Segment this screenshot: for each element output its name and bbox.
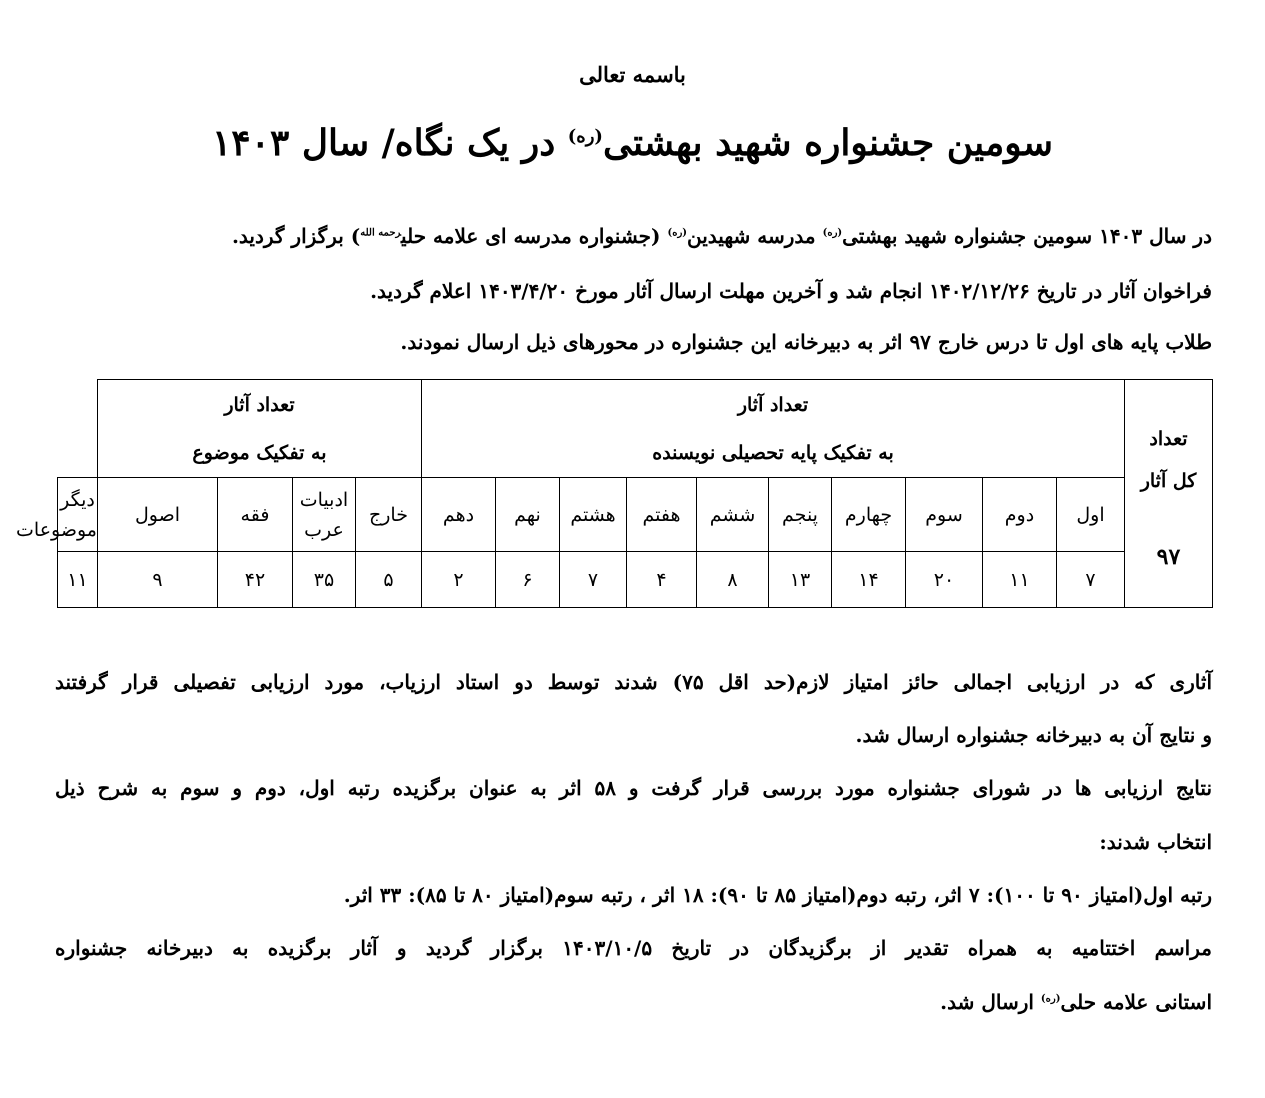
grade-label-7: هفتم	[627, 478, 697, 552]
subject-label-arabic-literature	[292, 478, 355, 552]
grade-label-2: دوم	[983, 478, 1057, 552]
grade-label-9: نهم	[496, 478, 560, 552]
ceremony-line-2	[55, 990, 1212, 1014]
title-honorific: (ره)	[567, 126, 603, 147]
grade-header-line2: به تفکیک پایه تحصیلی نویسنده	[652, 441, 894, 464]
subject-header-line1: تعداد آثار	[224, 393, 295, 416]
ceremony-honorific: (ره)	[1040, 993, 1061, 1005]
subject-value-arabic-literature: ۳۵	[292, 552, 355, 608]
results-line-2: و نتایج آن به دبیرخانه جشنواره ارسال شد.	[855, 723, 1212, 747]
total-works-header-line2: کل آثار	[1140, 469, 1197, 492]
title-text-part2: در یک نگاه/ سال ۱۴۰۳	[211, 122, 568, 164]
grade-value-5: ۱۳	[769, 552, 832, 608]
document-title	[0, 122, 1265, 164]
ceremony-line-2-part-b: ارسال شد.	[940, 990, 1041, 1014]
intro-honorific-1: (ره)	[822, 227, 843, 239]
subject-label-arabic-line2: عرب	[304, 518, 344, 541]
intro-line-1	[55, 224, 1212, 248]
grade-label-4: چهارم	[832, 478, 906, 552]
bismillah-heading: باسمه تعالی	[579, 62, 686, 87]
title-text-part1: سومین جشنواره شهید بهشتی	[602, 122, 1054, 164]
grade-label-10: دهم	[421, 478, 495, 552]
results-line-1: آثاری که در ارزیابی اجمالی حائز امتیاز لازم(حد اقل ۷۵) شدند توسط دو استاد ارزیاب، مورد ارزیابی تفصیلی قرار گرفتند	[55, 670, 1212, 694]
subject-label-other-line2: موضوعات	[16, 518, 97, 541]
intro-line-1-part-b: مدرسه شهیدین	[687, 224, 823, 248]
subject-label-arabic-line1: ادبیات	[299, 488, 349, 511]
grade-value-1: ۷	[1057, 552, 1125, 608]
subject-value-other: ۱۱	[58, 552, 98, 608]
intro-line-1-part-c: (جشنواره مدرسه ای علامه حلی	[401, 224, 668, 248]
grade-value-2: ۱۱	[983, 552, 1057, 608]
total-works-value: ۹۷	[1156, 543, 1181, 570]
results-line-3: نتایج ارزیابی ها در شورای جشنواره مورد بررسی قرار گرفت و ۵۸ اثر به عنوان برگزیده رتبه اول، دوم و سوم به شرح ذیل	[55, 776, 1213, 800]
grade-breakdown-header	[421, 380, 1124, 478]
results-line-4: انتخاب شدند:	[1099, 830, 1212, 854]
grade-value-8: ۷	[560, 552, 627, 608]
subject-label-usul: اصول	[97, 478, 217, 552]
subject-header-line2: به تفکیک موضوع	[192, 441, 327, 464]
subject-label-other	[16, 478, 98, 552]
ceremony-line-1: مراسم اختتامیه به همراه تقدیر از برگزیدگان در تاریخ ۱۴۰۳/۱۰/۵ برگزار گردید و آثار برگزیده به دبیرخانه جشنواره	[55, 936, 1212, 960]
grade-label-5: پنجم	[769, 478, 832, 552]
intro-line-2: فراخوان آثار در تاریخ ۱۴۰۲/۱۲/۲۶ انجام شد و آخرین مهلت ارسال آثار مورخ ۱۴۰۳/۴/۲۰ اعلام گردید.	[370, 279, 1212, 303]
subject-breakdown-header	[97, 380, 421, 478]
grade-label-3: سوم	[906, 478, 983, 552]
ceremony-line-2-part-a: استانی علامه حلی	[1060, 990, 1212, 1014]
grade-value-9: ۶	[496, 552, 560, 608]
intro-line-3: طلاب پایه های اول تا درس خارج ۹۷ اثر به دبیرخانه این جشنواره در محورهای ذیل ارسال نمودند.	[400, 330, 1212, 354]
grade-header-line1: تعداد آثار	[737, 393, 809, 416]
grade-label-1: اول	[1057, 478, 1125, 552]
grade-value-10: ۲	[421, 552, 495, 608]
intro-honorific-3: رحمه الله	[360, 227, 402, 239]
grade-label-8: هشتم	[560, 478, 627, 552]
intro-honorific-2: (ره)	[667, 227, 688, 239]
grade-value-7: ۴	[627, 552, 697, 608]
total-works-column	[1125, 380, 1213, 608]
grade-value-4: ۱۴	[832, 552, 906, 608]
subject-label-fiqh: فقه	[217, 478, 292, 552]
works-count-table	[16, 379, 1213, 608]
intro-line-1-part-a: در سال ۱۴۰۳ سومین جشنواره شهید بهشتی	[842, 224, 1212, 248]
grade-value-kharij: ۵	[355, 552, 421, 608]
intro-line-1-part-d: ) برگزار گردید.	[231, 224, 361, 248]
grade-value-3: ۲۰	[906, 552, 983, 608]
subject-value-usul: ۹	[97, 552, 217, 608]
subject-value-fiqh: ۴۲	[217, 552, 292, 608]
total-works-header	[1125, 418, 1212, 502]
grade-value-6: ۸	[697, 552, 769, 608]
results-ranks-line: رتبه اول(امتیاز ۹۰ تا ۱۰۰): ۷ اثر، رتبه دوم(امتیاز ۸۵ تا ۹۰): ۱۸ اثر ، رتبه سوم(امتیاز ۸۰ تا ۸۵): ۳۳ اثر.	[343, 883, 1212, 907]
grade-label-kharij: خارج	[355, 478, 421, 552]
grade-label-6: ششم	[697, 478, 769, 552]
total-works-header-line1: تعداد	[1149, 427, 1188, 450]
subject-label-other-line1: دیگر	[60, 488, 95, 511]
